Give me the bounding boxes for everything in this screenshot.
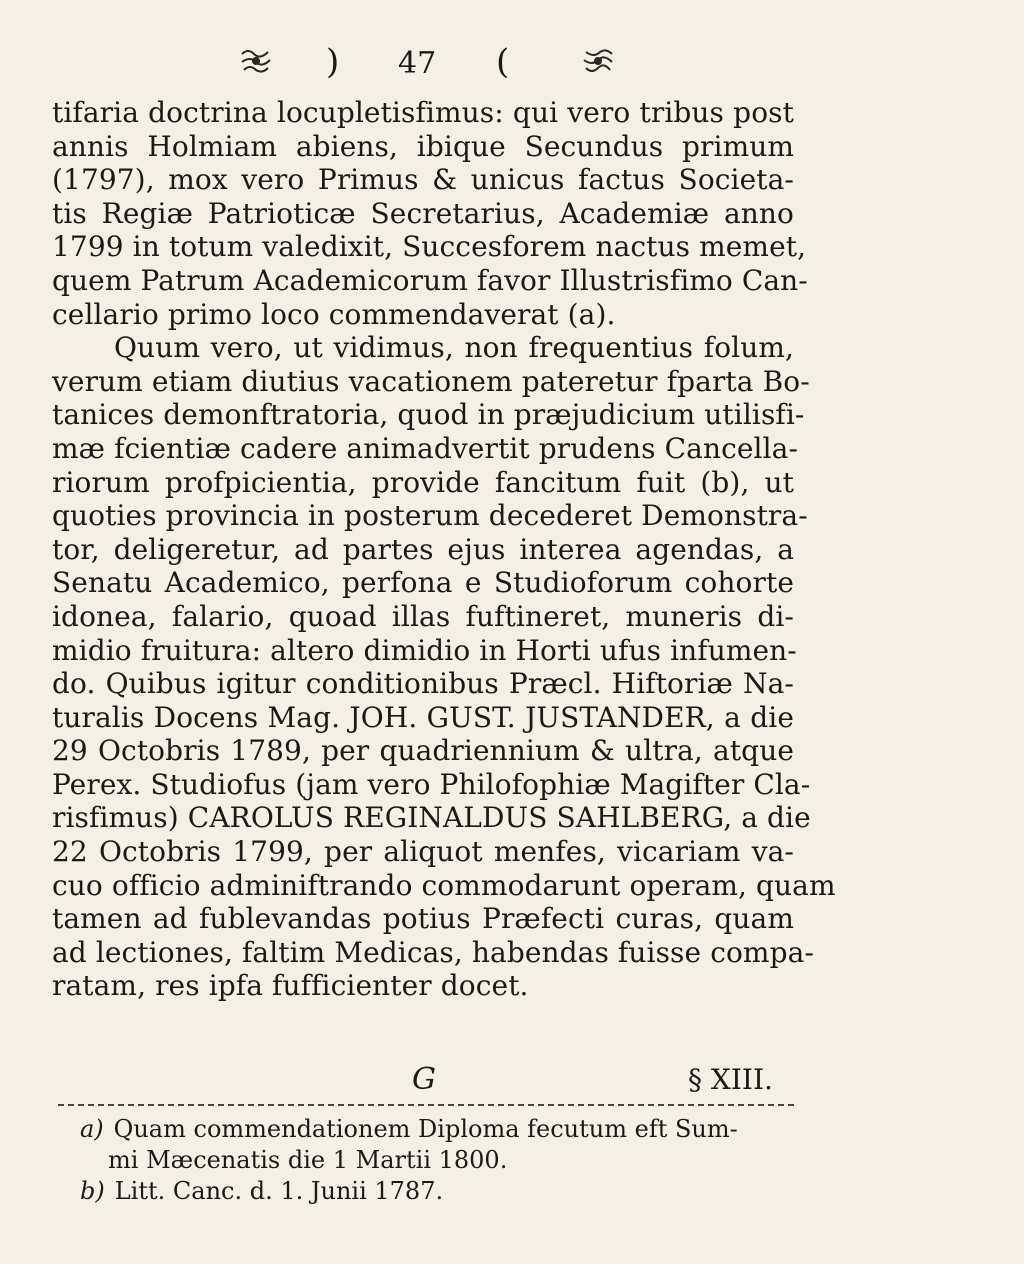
text-line: tanices demonftratoria, quod in præjudicium utilisfi- — [52, 398, 805, 432]
text-line: Perex. Studiofus (jam vero Philofophiæ Magifter Cla- — [52, 767, 811, 801]
footnote-b — [80, 1176, 792, 1207]
text-line: Senatu Academico, perfona e Studioforum cohorte — [52, 566, 794, 600]
text-line: tifaria doctrina locupletisfimus: qui vero tribus post — [52, 96, 794, 129]
text-line: 1799 in totum valedixit, Succesforem nactus memet, — [52, 230, 807, 264]
footnotes — [80, 1114, 792, 1207]
text-line: quoties provincia in posterum decederet Demonstra- — [52, 499, 808, 533]
text-line: idonea, falario, quoad illas fuftineret, muneris di- — [52, 599, 794, 633]
footnote-text: Quam commendationem Diploma fecutum eft Sum- — [113, 1115, 738, 1143]
text-line: (1797), mox vero Primus & unicus factus Societa- — [52, 163, 794, 197]
text-line: tis Regiæ Patrioticæ Secretarius, Academiæ anno — [52, 196, 794, 230]
signature-mark: G — [412, 1062, 436, 1097]
header-paren-right: ( — [496, 42, 510, 82]
text-line: mæ fcientiæ cadere animadvertit prudens Cancella- — [52, 431, 799, 465]
text-line: risfimus) CAROLUS REGINALDUS SAHLBERG, a die — [52, 801, 811, 835]
text-line: tor, deligeretur, ad partes ejus interea agendas, a — [52, 532, 794, 566]
text-line: verum etiam diutius vacationem pateretur fparta Bo- — [52, 364, 810, 398]
text-line: 22 Octobris 1799, per aliquot menfes, vicariam va- — [52, 835, 794, 869]
text-line: do. Quibus igitur conditionibus Præcl. Hiftoriæ Na- — [52, 667, 794, 701]
text-line: midio fruitura: altero dimidio in Horti ufus infumen- — [52, 633, 797, 667]
text-line: quem Patrum Academicorum favor Illustrisfimo Can- — [52, 263, 808, 297]
text-line: turalis Docens Mag. JOH. GUST. JUSTANDER, a die — [52, 700, 794, 734]
header-paren-left: ) — [326, 42, 340, 82]
footnote-text: Litt. Canc. d. 1. Junii 1787. — [114, 1177, 444, 1205]
footnote-mark: b) — [80, 1177, 105, 1205]
ornament-icon — [580, 46, 616, 76]
text-line: cellario primo loco commendaverat (a). — [52, 297, 616, 331]
text-line: riorum profpicientia, provide fancitum fuit (b), ut — [52, 465, 794, 499]
catchword: § XIII. — [688, 1063, 773, 1096]
page-number: 47 — [398, 46, 437, 81]
paragraph-start-line: Quum vero, ut vidimus, non frequentius folum, — [114, 331, 794, 365]
text-line: ratam, res ipfa fufficienter docet. — [52, 969, 529, 1003]
body-text — [52, 96, 836, 1003]
text-line: ad lectiones, faltim Medicas, habendas fuisse compa- — [52, 935, 814, 969]
text-line: tamen ad fublevandas potius Præfecti curas, quam — [52, 902, 794, 936]
footnote-a — [80, 1114, 792, 1145]
footnote-mark: a) — [80, 1115, 104, 1143]
text-line: cuo officio adminiftrando commodarunt operam, quam — [52, 868, 836, 902]
text-line: 29 Octobris 1789, per quadriennium & ultra, atque — [52, 734, 794, 768]
footnote-rule — [58, 1104, 794, 1106]
footnote-a-continued: mi Mæcenatis die 1 Martii 1800. — [108, 1146, 508, 1174]
running-header — [0, 42, 1024, 86]
ornament-icon — [238, 46, 274, 76]
signature-row — [0, 1060, 1024, 1100]
text-line: annis Holmiam abiens, ibique Secundus primum — [52, 129, 794, 163]
